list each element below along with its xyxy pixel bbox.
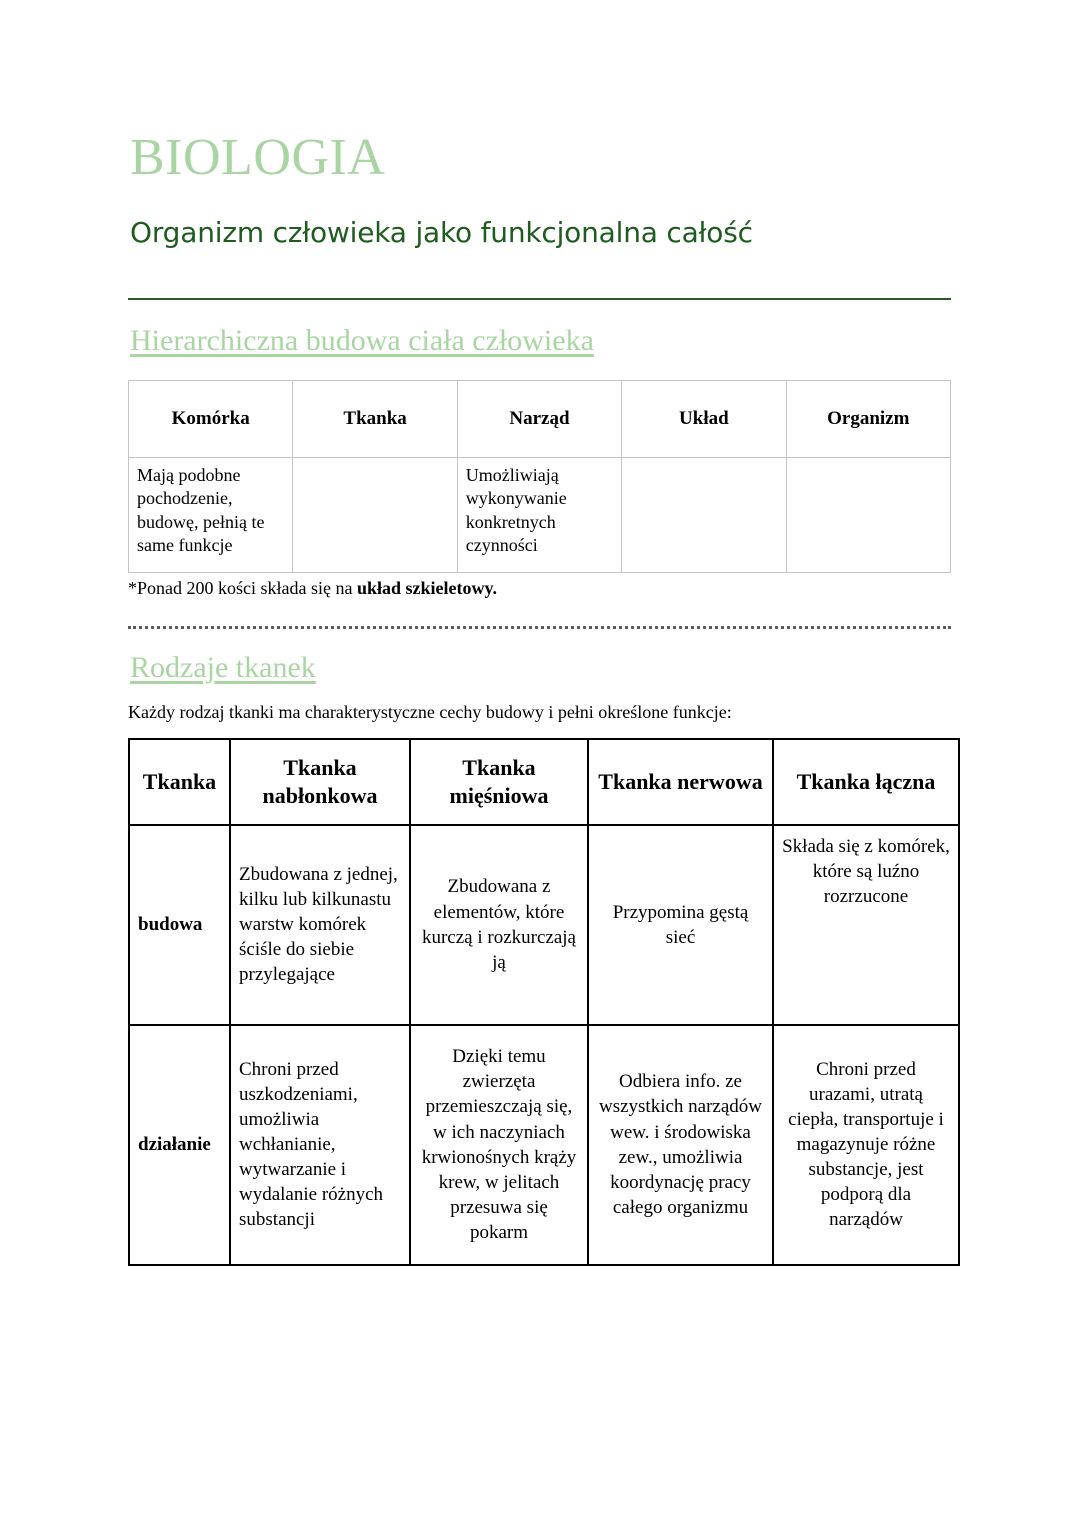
document-content xyxy=(128,0,963,1266)
column-header-narzad: Narząd xyxy=(457,381,621,458)
cell-dzialanie-nablonkowa: Chroni przed uszkodzeniami, umożliwia wchłanianie, wytwarzanie i wydalanie różnych substancji xyxy=(230,1025,410,1265)
cell-budowa-nablonkowa: Zbudowana z jednej, kilku lub kilkunastu warstw komórek ściśle do siebie przylegające xyxy=(230,825,410,1025)
hierarchy-table xyxy=(128,380,951,573)
footnote xyxy=(128,573,963,600)
column-header-tkanka-nerwowa: Tkanka nerwowa xyxy=(588,739,773,825)
tissue-types-table xyxy=(128,738,960,1266)
cell-narzad: Umożliwiają wykonywanie konkretnych czynności xyxy=(457,458,621,573)
column-header-organizm: Organizm xyxy=(786,381,950,458)
table-header-row xyxy=(129,381,951,458)
column-header-uklad: Układ xyxy=(622,381,786,458)
cell-dzialanie-nerwowa: Odbiera info. ze wszystkich narządów wew. i środowiska zew., umożliwia koordynację pracy całego organizmu xyxy=(588,1025,773,1265)
section-intro-text: Każdy rodzaj tkanki ma charakterystyczne cechy budowy i pełni określone funkcje: xyxy=(128,702,732,723)
page-subtitle: Organizm człowieka jako funkcjonalna całość xyxy=(130,216,753,249)
cell-organizm xyxy=(786,458,950,573)
column-header-tkanka-laczna: Tkanka łączna xyxy=(773,739,959,825)
column-header-komorka: Komórka xyxy=(129,381,293,458)
cell-budowa-nerwowa: Przypomina gęstą sieć xyxy=(588,825,773,1025)
footnote-emphasis: układ szkieletowy. xyxy=(356,578,497,599)
section-heading-rodzaje-tkanek: Rodzaje tkanek xyxy=(130,650,316,684)
section-heading-hierarchiczna-budowa: Hierarchiczna budowa ciała człowieka xyxy=(130,323,594,357)
page-title: BIOLOGIA xyxy=(130,129,386,186)
column-header-tkanka-nablonkowa: Tkanka nabłonkowa xyxy=(230,739,410,825)
table-row-budowa xyxy=(129,825,959,1025)
column-header-tkanka: Tkanka xyxy=(293,381,457,458)
cell-budowa-miesniowa: Zbudowana z elementów, które kurczą i rozkurczają ją xyxy=(410,825,588,1025)
row-label-budowa: budowa xyxy=(129,825,230,1025)
row-label-dzialanie: działanie xyxy=(129,1025,230,1265)
cell-dzialanie-miesniowa: Dzięki temu zwierzęta przemieszczają się, w ich naczyniach krwionośnych krąży krew, w jelitach przesuwa się pokarm xyxy=(410,1025,588,1265)
cell-budowa-laczna: Składa się z komórek, które są luźno rozrzucone xyxy=(773,825,959,1025)
cell-tkanka xyxy=(293,458,457,573)
table-row xyxy=(129,458,951,573)
cell-komorka: Mają podobne pochodzenie, budowę, pełnią te same funkcje xyxy=(129,458,293,573)
table-header-row xyxy=(129,739,959,825)
column-header-tkanka-miesniowa: Tkanka mięśniowa xyxy=(410,739,588,825)
table-row-dzialanie xyxy=(129,1025,959,1265)
cell-uklad xyxy=(622,458,786,573)
footnote-text: *Ponad 200 kości składa się na xyxy=(128,578,357,599)
column-header-tkanka: Tkanka xyxy=(129,739,230,825)
cell-dzialanie-laczna: Chroni przed urazami, utratą ciepła, transportuje i magazynuje różne substancje, jest podporą dla narządów xyxy=(773,1025,959,1265)
